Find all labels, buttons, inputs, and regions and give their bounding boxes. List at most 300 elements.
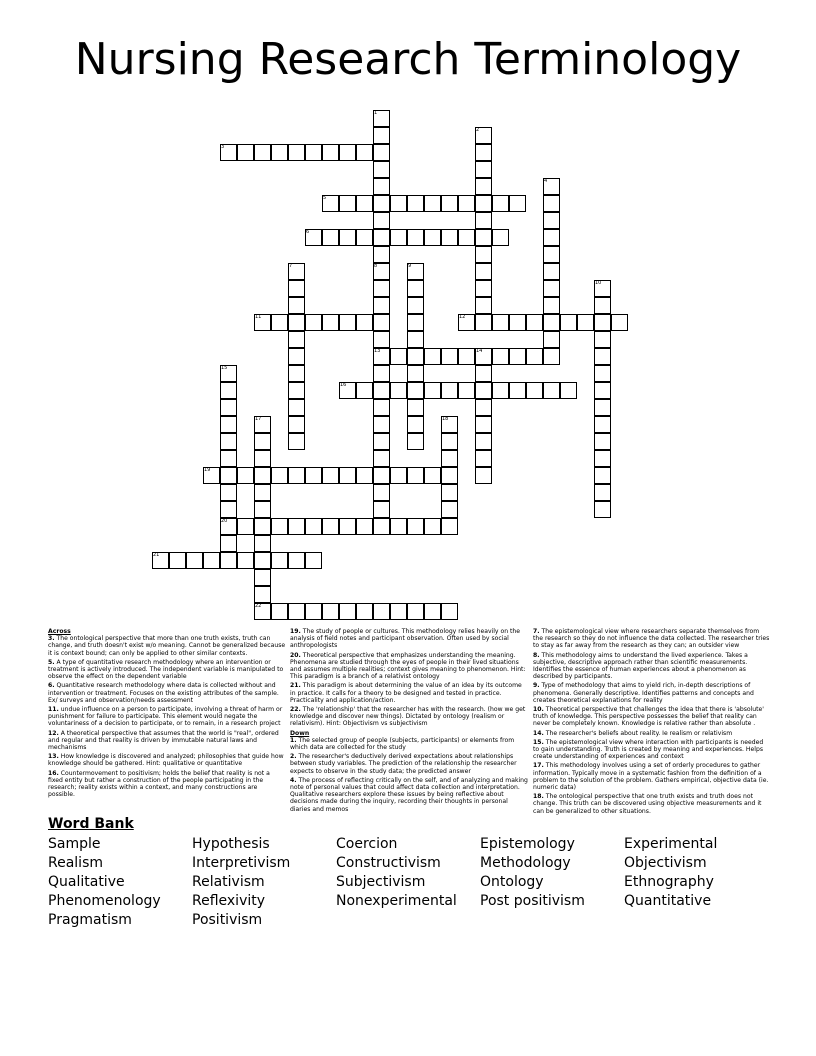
grid-cell[interactable] — [594, 314, 611, 331]
grid-cell[interactable] — [288, 382, 305, 399]
grid-cell[interactable] — [407, 433, 424, 450]
cell-number: 12 — [459, 314, 466, 320]
grid-cell[interactable] — [305, 603, 322, 620]
cell-number: 3 — [221, 144, 225, 150]
grid-cell[interactable] — [373, 416, 390, 433]
clue-number: 13. — [48, 753, 59, 761]
cell-number: 5 — [323, 195, 327, 201]
word-bank-item: Post positivism — [480, 893, 585, 909]
grid-cell[interactable] — [305, 467, 322, 484]
grid-cell[interactable] — [407, 399, 424, 416]
grid-cell[interactable] — [543, 246, 560, 263]
clue-text: The ontological perspective that one truth exists and truth does not change. This truth can be discovered using objective measurements and it can be generalized to other situations. — [533, 793, 762, 815]
grid-cell[interactable] — [543, 229, 560, 246]
grid-cell[interactable] — [441, 382, 458, 399]
grid-cell[interactable] — [458, 229, 475, 246]
grid-cell[interactable] — [424, 518, 441, 535]
grid-cell[interactable] — [203, 552, 220, 569]
clue-item — [48, 770, 286, 799]
grid-cell[interactable] — [373, 297, 390, 314]
grid-cell[interactable] — [356, 229, 373, 246]
grid-cell[interactable] — [407, 195, 424, 212]
grid-cell[interactable] — [220, 450, 237, 467]
grid-cell[interactable] — [373, 178, 390, 195]
grid-cell[interactable] — [441, 229, 458, 246]
grid-cell[interactable] — [475, 467, 492, 484]
grid-cell[interactable] — [288, 467, 305, 484]
grid-cell[interactable] — [407, 365, 424, 382]
cell-number: 7 — [289, 263, 293, 269]
grid-cell[interactable] — [356, 518, 373, 535]
grid-cell[interactable] — [305, 314, 322, 331]
grid-cell[interactable] — [373, 127, 390, 144]
grid-cell[interactable] — [356, 144, 373, 161]
grid-cell[interactable] — [254, 450, 271, 467]
grid-cell[interactable] — [271, 552, 288, 569]
word-bank-grid — [48, 836, 788, 931]
grid-cell[interactable] — [424, 348, 441, 365]
grid-cell[interactable] — [390, 603, 407, 620]
grid-cell[interactable] — [237, 552, 254, 569]
grid-cell[interactable] — [424, 467, 441, 484]
cell-number: 1 — [374, 110, 378, 116]
grid-cell[interactable] — [169, 552, 186, 569]
grid-cell[interactable] — [475, 314, 492, 331]
grid-cell[interactable] — [288, 314, 305, 331]
grid-cell[interactable] — [356, 603, 373, 620]
clue-text: undue influence on a person to participate, involving a threat of harm or punishment for failure to participate. This element would negate the voluntariness of a decision to participate, or to remain, in a research project — [48, 706, 283, 728]
grid-cell[interactable] — [288, 433, 305, 450]
cell-number: 9 — [408, 263, 412, 269]
grid-cell[interactable] — [526, 382, 543, 399]
grid-cell[interactable] — [254, 586, 271, 603]
word-bank-item: Coercion — [336, 836, 398, 852]
grid-cell[interactable] — [475, 263, 492, 280]
clue-number: 9. — [533, 682, 540, 690]
clue-item — [290, 737, 528, 751]
clue-item — [533, 682, 771, 704]
grid-cell[interactable] — [594, 365, 611, 382]
grid-cell[interactable] — [373, 467, 390, 484]
grid-cell[interactable] — [254, 535, 271, 552]
grid-cell[interactable] — [441, 348, 458, 365]
grid-cell[interactable] — [254, 433, 271, 450]
clue-number: 6. — [48, 682, 55, 690]
grid-cell[interactable] — [475, 144, 492, 161]
grid-cell[interactable] — [339, 603, 356, 620]
word-bank-item: Subjectivism — [336, 874, 426, 890]
cell-number: 8 — [374, 263, 378, 269]
grid-cell[interactable] — [543, 297, 560, 314]
grid-cell[interactable] — [441, 603, 458, 620]
grid-cell[interactable] — [373, 399, 390, 416]
word-bank-item: Hypothesis — [192, 836, 270, 852]
grid-cell[interactable] — [407, 314, 424, 331]
grid-cell[interactable] — [475, 178, 492, 195]
grid-cell[interactable] — [356, 467, 373, 484]
clue-item — [290, 777, 528, 813]
grid-cell[interactable] — [356, 314, 373, 331]
clue-number: 3. — [48, 635, 55, 643]
clue-item — [290, 753, 528, 775]
word-bank-item: Ontology — [480, 874, 544, 890]
grid-cell[interactable] — [407, 467, 424, 484]
grid-cell[interactable] — [373, 365, 390, 382]
grid-cell[interactable] — [475, 229, 492, 246]
grid-cell[interactable] — [543, 314, 560, 331]
grid-cell[interactable] — [424, 382, 441, 399]
grid-cell[interactable] — [594, 484, 611, 501]
grid-cell[interactable] — [220, 467, 237, 484]
grid-cell[interactable] — [390, 229, 407, 246]
clue-number: 10. — [533, 706, 544, 714]
clues-across-column — [48, 628, 286, 800]
grid-cell[interactable] — [220, 433, 237, 450]
grid-cell[interactable] — [288, 297, 305, 314]
grid-cell[interactable] — [339, 144, 356, 161]
grid-cell[interactable] — [220, 535, 237, 552]
grid-cell[interactable] — [339, 195, 356, 212]
clue-text: A theoretical perspective that assumes that the world is "real", ordered and regular and that reality is driven by immutable natural laws and mechanisms — [48, 729, 279, 752]
grid-cell[interactable] — [594, 399, 611, 416]
grid-cell[interactable] — [407, 280, 424, 297]
down-heading: Down — [290, 729, 310, 737]
cell-number: 14 — [476, 348, 483, 354]
clue-item — [48, 635, 286, 657]
grid-cell[interactable] — [543, 280, 560, 297]
grid-cell[interactable] — [254, 144, 271, 161]
clue-text: This methodology aims to understand the lived experience. Takes a subjective, descriptive approach rather than scientific measurements. Identifies the essence of human experiences about a phenomenon as described by participants. — [533, 651, 748, 681]
grid-cell[interactable] — [424, 603, 441, 620]
word-bank-item: Interpretivism — [192, 855, 291, 871]
across-heading: Across — [48, 628, 71, 635]
grid-cell[interactable] — [594, 297, 611, 314]
grid-cell[interactable] — [373, 229, 390, 246]
grid-cell[interactable] — [254, 501, 271, 518]
word-bank-item: Experimental — [624, 836, 718, 852]
grid-cell[interactable] — [373, 331, 390, 348]
clue-text: The selected group of people (subjects, participants) or elements from which data are collected for the study — [290, 736, 515, 752]
grid-cell[interactable] — [594, 450, 611, 467]
grid-cell[interactable] — [373, 450, 390, 467]
grid-cell[interactable] — [322, 229, 339, 246]
grid-cell[interactable] — [475, 399, 492, 416]
grid-cell[interactable] — [373, 603, 390, 620]
grid-cell[interactable] — [407, 603, 424, 620]
grid-cell[interactable] — [560, 382, 577, 399]
grid-cell[interactable] — [475, 297, 492, 314]
grid-cell[interactable] — [373, 314, 390, 331]
cell-number: 10 — [595, 280, 602, 286]
clue-number: 22. — [290, 706, 301, 714]
grid-cell[interactable] — [594, 467, 611, 484]
word-bank-item: Sample — [48, 836, 101, 852]
clue-number: 14. — [533, 729, 544, 737]
grid-cell[interactable] — [509, 195, 526, 212]
clue-text: The epistemological view where interaction with participants is needed to gain understanding. Truth is created by meaning and experiences. Helps create understanding of experiences and context — [533, 738, 764, 761]
grid-cell[interactable] — [288, 280, 305, 297]
grid-cell[interactable] — [390, 382, 407, 399]
grid-cell[interactable] — [407, 518, 424, 535]
grid-cell[interactable] — [305, 552, 322, 569]
grid-cell[interactable] — [407, 229, 424, 246]
grid-cell[interactable] — [220, 501, 237, 518]
clue-item — [533, 762, 771, 791]
grid-cell[interactable] — [390, 467, 407, 484]
grid-cell[interactable] — [407, 331, 424, 348]
grid-cell[interactable] — [492, 348, 509, 365]
clue-item — [533, 652, 771, 681]
grid-cell[interactable] — [271, 144, 288, 161]
clue-number: 1. — [290, 736, 297, 744]
cell-number: 6 — [306, 229, 310, 235]
grid-cell[interactable] — [475, 433, 492, 450]
clue-text: The study of people or cultures. This methodology relies heavily on the analysis of field notes and participant observation. Often used by social anthropologists — [290, 628, 521, 650]
grid-cell[interactable] — [543, 263, 560, 280]
grid-cell[interactable] — [254, 484, 271, 501]
word-bank-item: Positivism — [192, 912, 263, 928]
grid-cell[interactable] — [390, 195, 407, 212]
grid-cell[interactable] — [322, 314, 339, 331]
grid-cell[interactable] — [526, 314, 543, 331]
clue-number: 7. — [533, 628, 540, 635]
grid-cell[interactable] — [373, 501, 390, 518]
clues-column-3 — [533, 628, 771, 817]
grid-cell[interactable] — [271, 314, 288, 331]
cell-number: 2 — [476, 127, 480, 133]
clue-item — [533, 739, 771, 761]
clue-number: 12. — [48, 729, 59, 737]
word-bank-item: Constructivism — [336, 855, 441, 871]
grid-cell[interactable] — [407, 297, 424, 314]
grid-cell[interactable] — [288, 331, 305, 348]
word-bank-item: Phenomenology — [48, 893, 161, 909]
grid-cell[interactable] — [543, 331, 560, 348]
grid-cell[interactable] — [543, 382, 560, 399]
grid-cell[interactable] — [237, 518, 254, 535]
grid-cell[interactable] — [288, 399, 305, 416]
grid-cell[interactable] — [509, 314, 526, 331]
grid-cell[interactable] — [322, 144, 339, 161]
grid-cell[interactable] — [543, 212, 560, 229]
clue-item — [48, 706, 286, 728]
grid-cell[interactable] — [322, 467, 339, 484]
grid-cell[interactable] — [492, 195, 509, 212]
clue-number: 5. — [48, 658, 55, 666]
word-bank-item: Reflexivity — [192, 893, 266, 909]
grid-cell[interactable] — [356, 195, 373, 212]
grid-cell[interactable] — [373, 382, 390, 399]
grid-cell[interactable] — [475, 382, 492, 399]
grid-cell[interactable] — [594, 382, 611, 399]
grid-cell[interactable] — [424, 229, 441, 246]
grid-cell[interactable] — [441, 433, 458, 450]
grid-cell[interactable] — [339, 229, 356, 246]
clue-text: Countermovement to positivism; holds the belief that reality is not a fixed entity but rather a construction of the people participating in the research; reality exists within a context, and many constructions are possible. — [48, 769, 270, 799]
grid-cell[interactable] — [305, 518, 322, 535]
grid-cell[interactable] — [594, 331, 611, 348]
word-bank-item: Quantitative — [624, 893, 712, 909]
grid-cell[interactable] — [390, 348, 407, 365]
grid-cell[interactable] — [373, 433, 390, 450]
grid-cell[interactable] — [424, 195, 441, 212]
grid-cell[interactable] — [475, 195, 492, 212]
clue-number: 19. — [290, 628, 301, 635]
grid-cell[interactable] — [458, 382, 475, 399]
grid-cell[interactable] — [288, 552, 305, 569]
clue-text: Theoretical perspective that challenges the idea that there is 'absolute' truth of knowledge. This perspective possesses the belief that reality can never be completely known. Knowledge is relative rather than absolute . — [533, 706, 764, 728]
grid-cell[interactable] — [373, 195, 390, 212]
grid-cell[interactable] — [271, 467, 288, 484]
clue-item — [290, 628, 528, 650]
clue-text: Theoretical perspective that emphasizes understanding the meaning. Phenomena are studied through the eyes of people in their lived situations and assumes multiple realities; context gives meaning to phenomenon. Hint: This paradigm is a branch of a relativist ontology — [290, 651, 526, 681]
grid-cell[interactable] — [509, 382, 526, 399]
grid-cell[interactable] — [186, 552, 203, 569]
grid-cell[interactable] — [254, 518, 271, 535]
clue-item — [48, 659, 286, 681]
grid-cell[interactable] — [339, 314, 356, 331]
grid-cell[interactable] — [254, 569, 271, 586]
grid-cell[interactable] — [577, 314, 594, 331]
grid-cell[interactable] — [373, 280, 390, 297]
grid-cell[interactable] — [492, 314, 509, 331]
grid-cell[interactable] — [407, 382, 424, 399]
grid-cell[interactable] — [373, 144, 390, 161]
grid-cell[interactable] — [594, 433, 611, 450]
clue-number: 4. — [290, 776, 297, 784]
cell-number: 19 — [204, 467, 211, 473]
grid-cell[interactable] — [441, 501, 458, 518]
grid-cell[interactable] — [373, 212, 390, 229]
grid-cell[interactable] — [492, 382, 509, 399]
grid-cell[interactable] — [288, 348, 305, 365]
clues-column-2 — [290, 628, 528, 815]
clue-text: The 'relationship' that the researcher has with the research. (how we get knowledge and discover new things). Dictated by ontology (realism or relativism). Hint: Objectivism vs subjectivism — [290, 706, 526, 728]
word-bank-item: Objectivism — [624, 855, 707, 871]
clue-item — [290, 706, 528, 728]
grid-cell[interactable] — [254, 467, 271, 484]
cell-number: 17 — [255, 416, 262, 422]
grid-cell[interactable] — [373, 484, 390, 501]
cell-number: 16 — [340, 382, 347, 388]
clue-text: How knowledge is discovered and analyzed; philosophies that guide how knowledge should be gathered. Hint: qualitative or quantitative — [48, 753, 284, 768]
clue-item — [290, 682, 528, 704]
grid-cell[interactable] — [271, 603, 288, 620]
clue-number: 15. — [533, 738, 544, 746]
grid-cell[interactable] — [560, 314, 577, 331]
grid-cell[interactable] — [441, 195, 458, 212]
grid-cell[interactable] — [390, 518, 407, 535]
clue-number: 20. — [290, 651, 301, 659]
grid-cell[interactable] — [492, 229, 509, 246]
grid-cell[interactable] — [220, 552, 237, 569]
word-bank-item: Pragmatism — [48, 912, 132, 928]
clue-text: The researcher's beliefs about reality. Ie realism or relativism — [543, 729, 733, 737]
grid-cell[interactable] — [475, 280, 492, 297]
word-bank-item: Ethnography — [624, 874, 714, 890]
grid-cell[interactable] — [441, 484, 458, 501]
grid-cell[interactable] — [441, 467, 458, 484]
grid-cell[interactable] — [475, 161, 492, 178]
grid-cell[interactable] — [305, 144, 322, 161]
clue-text: This methodology involves using a set of orderly procedures to gather information. Typically move in a systematic fashion from the definition of a problem to the solution of the problem. Gathers empirical, objective data (ie. numeric data) — [533, 762, 769, 792]
grid-cell[interactable] — [237, 144, 254, 161]
grid-cell[interactable] — [220, 382, 237, 399]
cell-number: 22 — [255, 603, 262, 609]
clue-item — [48, 682, 286, 704]
word-bank-item: Qualitative — [48, 874, 125, 890]
grid-cell[interactable] — [594, 348, 611, 365]
grid-cell[interactable] — [526, 348, 543, 365]
grid-cell[interactable] — [543, 195, 560, 212]
grid-cell[interactable] — [339, 518, 356, 535]
grid-cell[interactable] — [458, 195, 475, 212]
grid-cell[interactable] — [288, 144, 305, 161]
grid-cell[interactable] — [509, 348, 526, 365]
grid-cell[interactable] — [254, 552, 271, 569]
grid-cell[interactable] — [594, 416, 611, 433]
cell-number: 21 — [153, 552, 160, 558]
word-bank-item: Epistemology — [480, 836, 575, 852]
word-bank-item: Realism — [48, 855, 104, 871]
clue-number: 17. — [533, 762, 544, 770]
grid-cell[interactable] — [407, 348, 424, 365]
grid-cell[interactable] — [475, 365, 492, 382]
grid-cell[interactable] — [271, 518, 288, 535]
cell-number: 4 — [544, 178, 548, 184]
grid-cell[interactable] — [441, 450, 458, 467]
clue-item — [533, 706, 771, 728]
word-bank-item: Relativism — [192, 874, 265, 890]
grid-cell[interactable] — [339, 467, 356, 484]
clue-item — [533, 793, 771, 815]
grid-cell[interactable] — [237, 467, 254, 484]
clue-text: The process of reflecting critically on the self, and of analyzing and making note of personal values that could affect data collection and interpretation. Qualitative researchers explore these issues by being reflective about decisions made during the inquiry, recording their thoughts in personal diaries and memos — [290, 776, 528, 813]
grid-cell[interactable] — [220, 484, 237, 501]
grid-cell[interactable] — [543, 348, 560, 365]
clue-text: The ontological perspective that more than one truth exists, truth can change, and truth doesn't exist w/o meaning. Cannot be generalized because it is context bound; can only be applied to other similar contexts. — [48, 635, 286, 657]
clue-item — [533, 730, 771, 737]
grid-cell[interactable] — [407, 416, 424, 433]
grid-cell[interactable] — [288, 365, 305, 382]
page-title: Nursing Research Terminology — [74, 34, 742, 85]
grid-cell[interactable] — [611, 314, 628, 331]
grid-cell[interactable] — [475, 450, 492, 467]
grid-cell[interactable] — [475, 246, 492, 263]
grid-cell[interactable] — [373, 246, 390, 263]
clue-text: The researcher's deductively derived expectations about relationships between study variables. The prediction of the relationship the researcher expects to observe in the study data; the predicted answer — [290, 753, 517, 775]
grid-cell[interactable] — [322, 603, 339, 620]
grid-cell[interactable] — [288, 603, 305, 620]
grid-cell[interactable] — [594, 501, 611, 518]
grid-cell[interactable] — [373, 161, 390, 178]
grid-cell[interactable] — [441, 518, 458, 535]
grid-cell[interactable] — [373, 518, 390, 535]
cell-number: 20 — [221, 518, 228, 524]
grid-cell[interactable] — [475, 416, 492, 433]
grid-cell[interactable] — [475, 212, 492, 229]
grid-cell[interactable] — [288, 518, 305, 535]
clue-item — [533, 628, 771, 650]
clue-text: The epistemological view where researchers separate themselves from the research so they do not influence the data collected. The researcher tries to stay as far away from the research as they can; an outsider view — [533, 628, 770, 650]
grid-cell[interactable] — [220, 399, 237, 416]
grid-cell[interactable] — [220, 416, 237, 433]
grid-cell[interactable] — [458, 348, 475, 365]
grid-cell[interactable] — [356, 382, 373, 399]
grid-cell[interactable] — [322, 518, 339, 535]
word-bank-title: Word Bank — [48, 816, 134, 832]
grid-cell[interactable] — [288, 416, 305, 433]
